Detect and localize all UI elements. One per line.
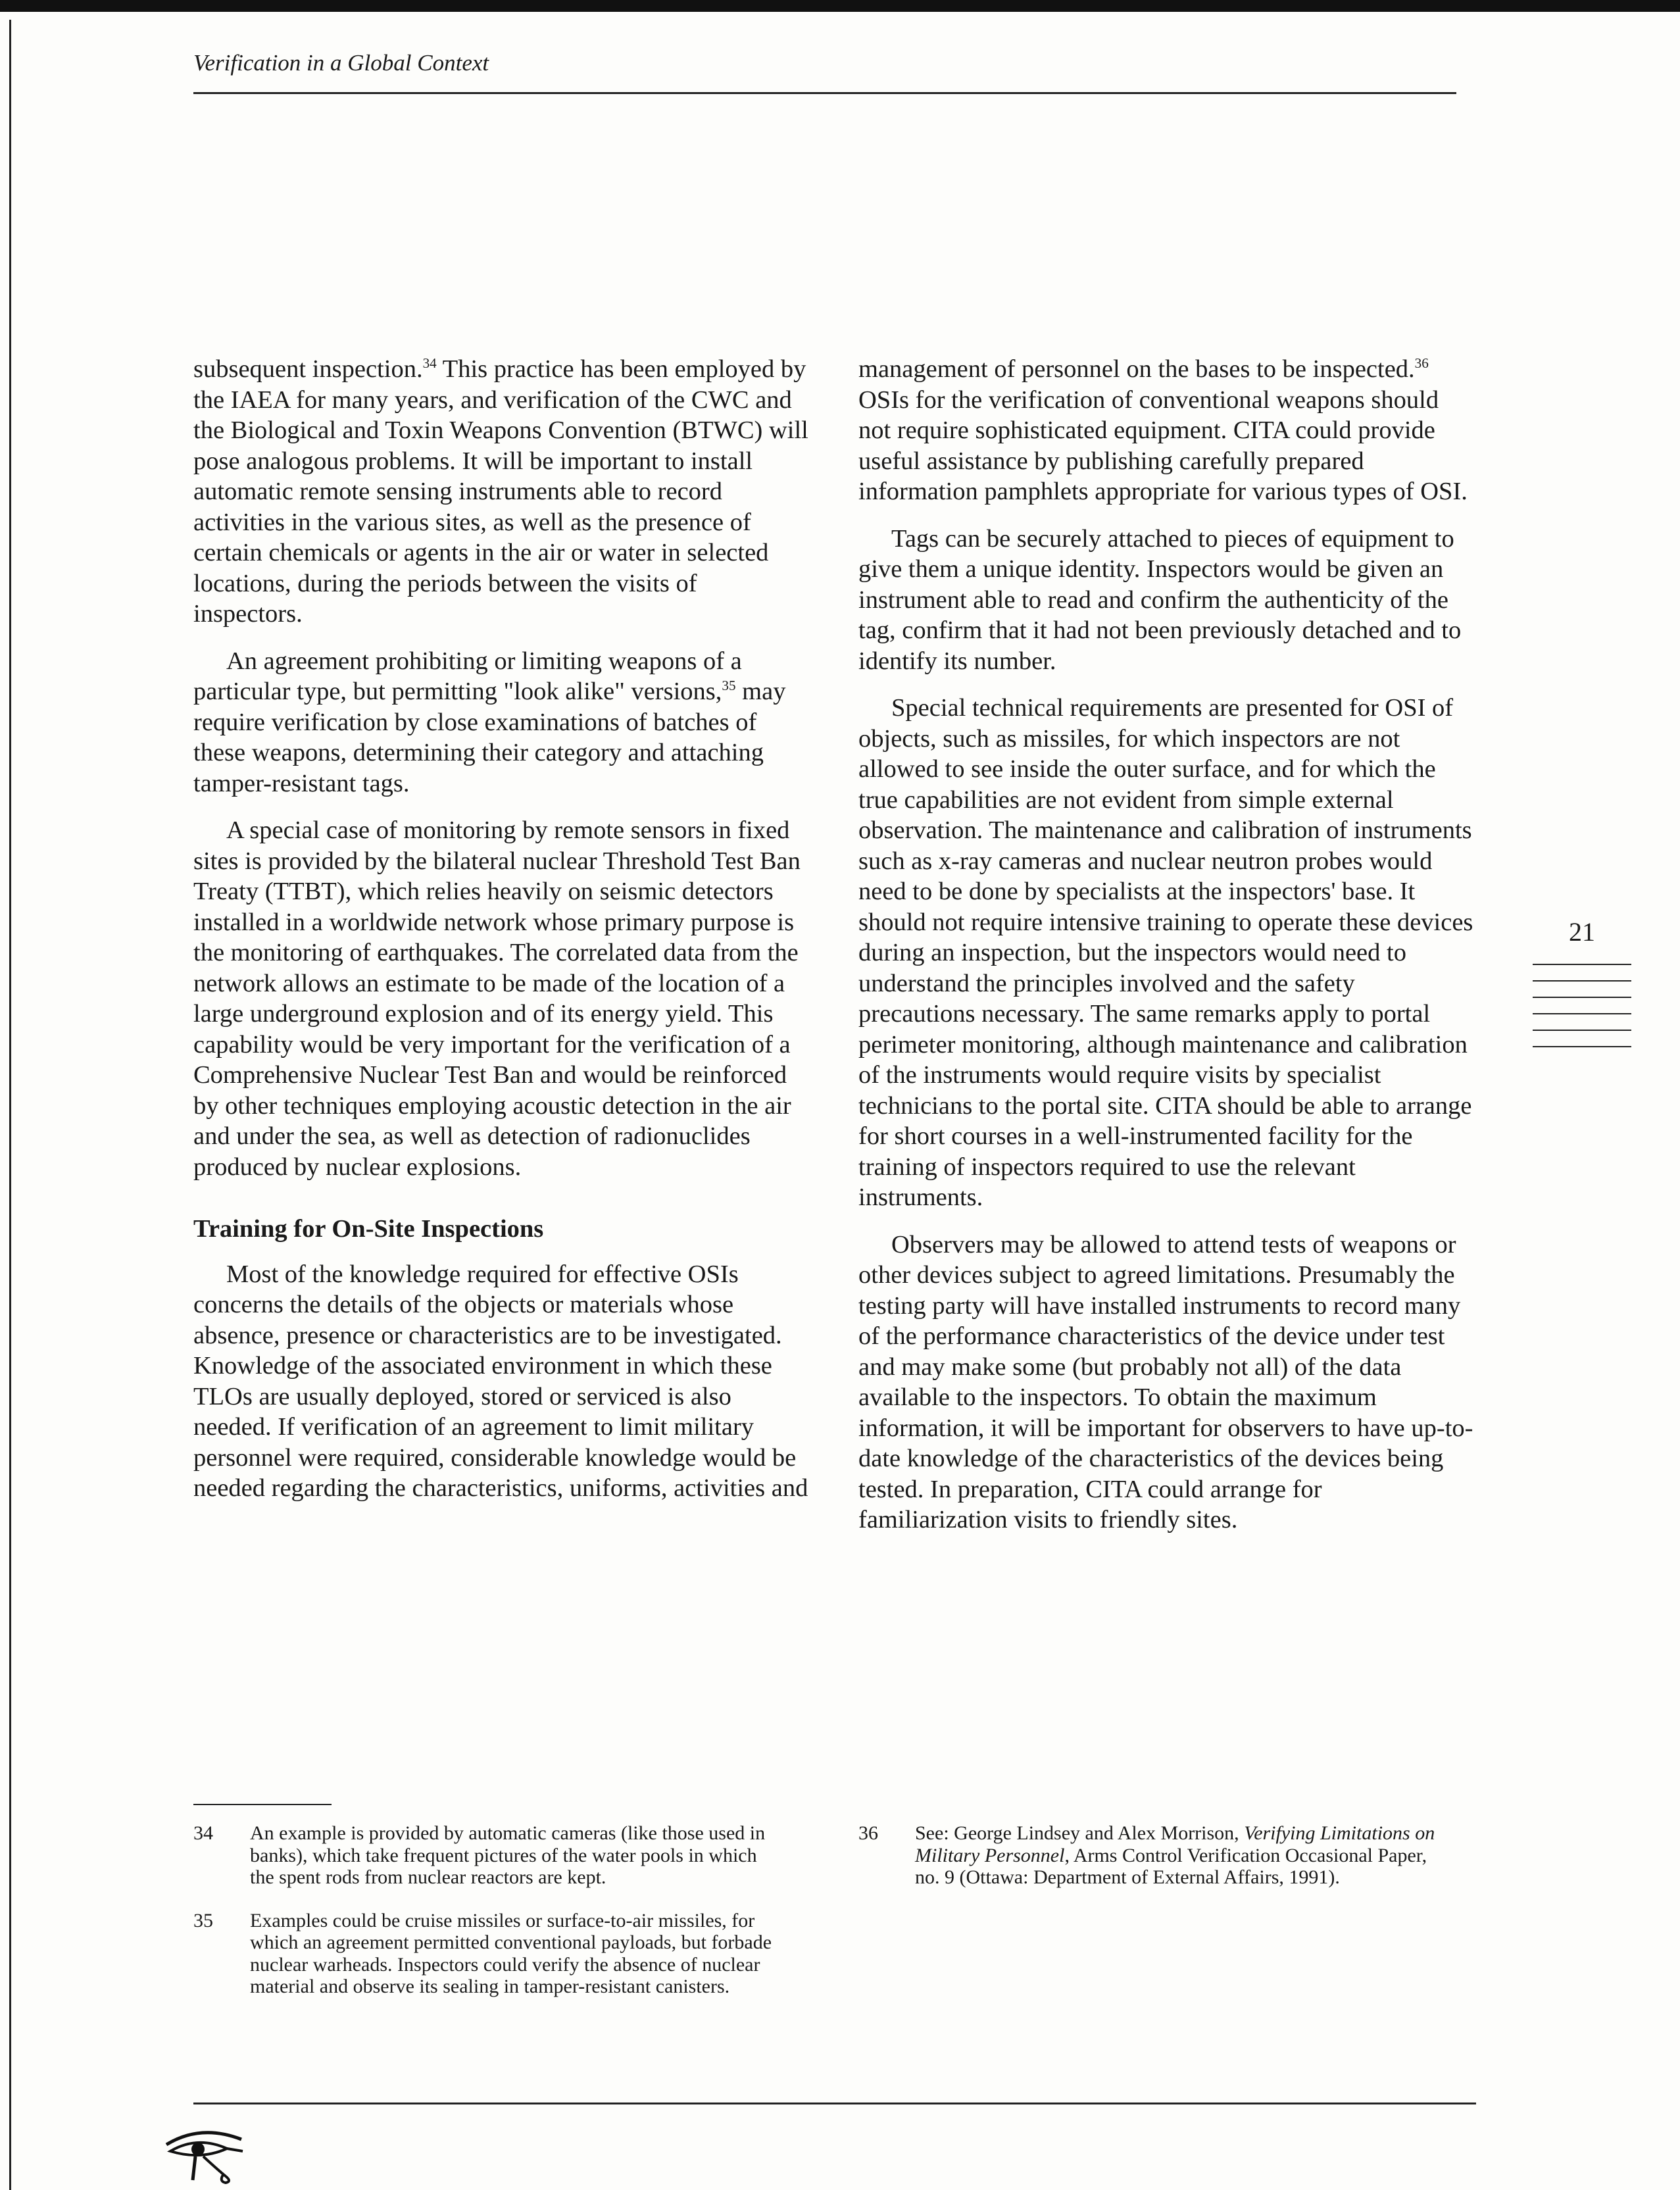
paragraph: Special technical requirements are presented for OSI of objects, such as missiles, for which inspectors are not allowed to see inside the outer surface, and for which the true capabilities are not evident from simple external observation. The maintenance and calibration of instruments such as x-ray cameras and nuclear neutron probes would need to be done by specialists at the inspectors' base. It should not require intensive training to operate these devices during an inspection, but the inspectors would need to understand the principles involved and the safety precautions necessary. The same remarks apply to portal perimeter monitoring, although maintenance and calibration of the instruments would require visits by specialist technicians to the portal site. CITA should be able to arrange for short courses in a well-instrumented facility for the training of inspectors required to use the relevant instruments. — [858, 694, 1473, 1211]
header-rule — [193, 92, 1456, 94]
tab-line — [1533, 1013, 1631, 1014]
page-number: 21 — [1569, 917, 1595, 947]
footer-rule — [193, 2103, 1476, 2104]
tab-line — [1533, 997, 1631, 998]
footnote-number: 34 — [193, 1822, 213, 1844]
footnote-34 — [193, 1822, 785, 1889]
running-title: Verification in a Global Context — [193, 50, 489, 76]
tab-line — [1533, 1030, 1631, 1031]
paragraph: Tags can be securely attached to pieces of equipment to give them a unique identity. Inspectors would be given an instrument able to read and confirm the authenticity of the tag, confirm that it had not been previously detached and to identify its number. — [858, 524, 1462, 675]
paragraph: subsequent inspection.$^{34}$ This practice has been employed by the IAEA for many years, and verification of the CWC and the Biological and Toxin Weapons Convention (BTWC) will pose analogous problems. It will be important to install automatic remote sensing instruments able to record activities in the various sites, as well as the presence of certain chemicals or agents in the air or water in selected locations, during the periods between the visits of inspectors. — [193, 355, 808, 628]
footnotes-right — [858, 1822, 1450, 1910]
right-column — [858, 354, 1477, 1552]
footnote-number: 35 — [193, 1909, 213, 1931]
section-heading: Training for On-Site Inspections — [193, 1215, 544, 1243]
eye-of-horus-icon — [161, 2125, 247, 2184]
footnote-text: Examples could be cruise missiles or surface-to-air missiles, for which an agreement permitted conventional payloads, but forbade nuclear warheads. Inspectors could verify the absence of nuclear material and observe its sealing in tamper-resistant canisters. — [250, 1909, 772, 1997]
footnote-text: See: George Lindsey and Alex Morrison, Verifying Limitations on Military Personnel, Arms Control Verification Occasional Paper, no. 9 (Ottawa: Department of External Affairs, 1991). — [915, 1822, 1435, 1888]
paragraph: management of personnel on the bases to be inspected.$^{36}$ OSIs for the verification of conventional weapons should not require sophisticated equipment. CITA could provide useful assistance by publishing carefully prepared information pamphlets appropriate for various types of OSI. — [858, 355, 1468, 505]
footnote-ref: 36 — [1414, 355, 1429, 372]
tab-line — [1533, 964, 1631, 965]
footnote-36 — [858, 1822, 1450, 1889]
footnote-number: 36 — [858, 1822, 878, 1844]
paragraph: A special case of monitoring by remote sensors in fixed sites is provided by the bilateral nuclear Threshold Test Ban Treaty (TTBT), which relies heavily on seismic detectors installed in a worldwide network whose primary purpose is the monitoring of earthquakes. The correlated data from the network allows an estimate to be made of the location of a large underground explosion and of its energy yield. This capability would be very important for the verification of a Comprehensive Nuclear Test Ban and would be reinforced by other techniques employing acoustic detection in the air and under the sea, as well as detection of radionuclides produced by nuclear explosions. — [193, 816, 801, 1181]
scan-border-left — [9, 20, 11, 2190]
footnote-35 — [193, 1910, 785, 1998]
footnote-rule — [193, 1804, 332, 1805]
footnote-ref: 35 — [722, 678, 736, 694]
paragraph: Most of the knowledge required for effective OSIs concerns the details of the objects or materials whose absence, presence or characteristics are to be investigated. Knowledge of the associated environment in which these TLOs are usually deployed, stored or serviced is also needed. If verification of an agreement to limit military personnel were required, considerable knowledge would be needed regarding the characteristics, uniforms, activities and — [193, 1260, 808, 1502]
tab-line — [1533, 980, 1631, 982]
scan-border-top — [0, 0, 1680, 12]
left-column — [193, 354, 812, 1520]
footnote-text: An example is provided by automatic cameras (like those used in banks), which take frequent pictures of the water pools in which the spent rods from nuclear reactors are kept. — [250, 1822, 766, 1888]
tab-line — [1533, 1046, 1631, 1047]
paragraph: An agreement prohibiting or limiting weapons of a particular type, but permitting "look alike" versions,$^{35}$ may require verification by close examinations of batches of these weapons, determining their category and attaching tamper-resistant tags. — [193, 647, 786, 797]
footnotes-left — [193, 1822, 785, 2019]
footnote-ref: 34 — [422, 355, 437, 372]
paragraph: Observers may be allowed to attend tests of weapons or other devices subject to agreed limitations. Presumably the testing party will have installed instruments to record many of the performance characteristics of the device under test and may make some (but probably not all) of the data available to the inspectors. To obtain the maximum information, it will be important for observers to have up-to-date knowledge of the characteristics of the devices being tested. In preparation, CITA could arrange for familiarization visits to friendly sites. — [858, 1230, 1473, 1533]
margin-tab-lines — [1533, 964, 1631, 1062]
